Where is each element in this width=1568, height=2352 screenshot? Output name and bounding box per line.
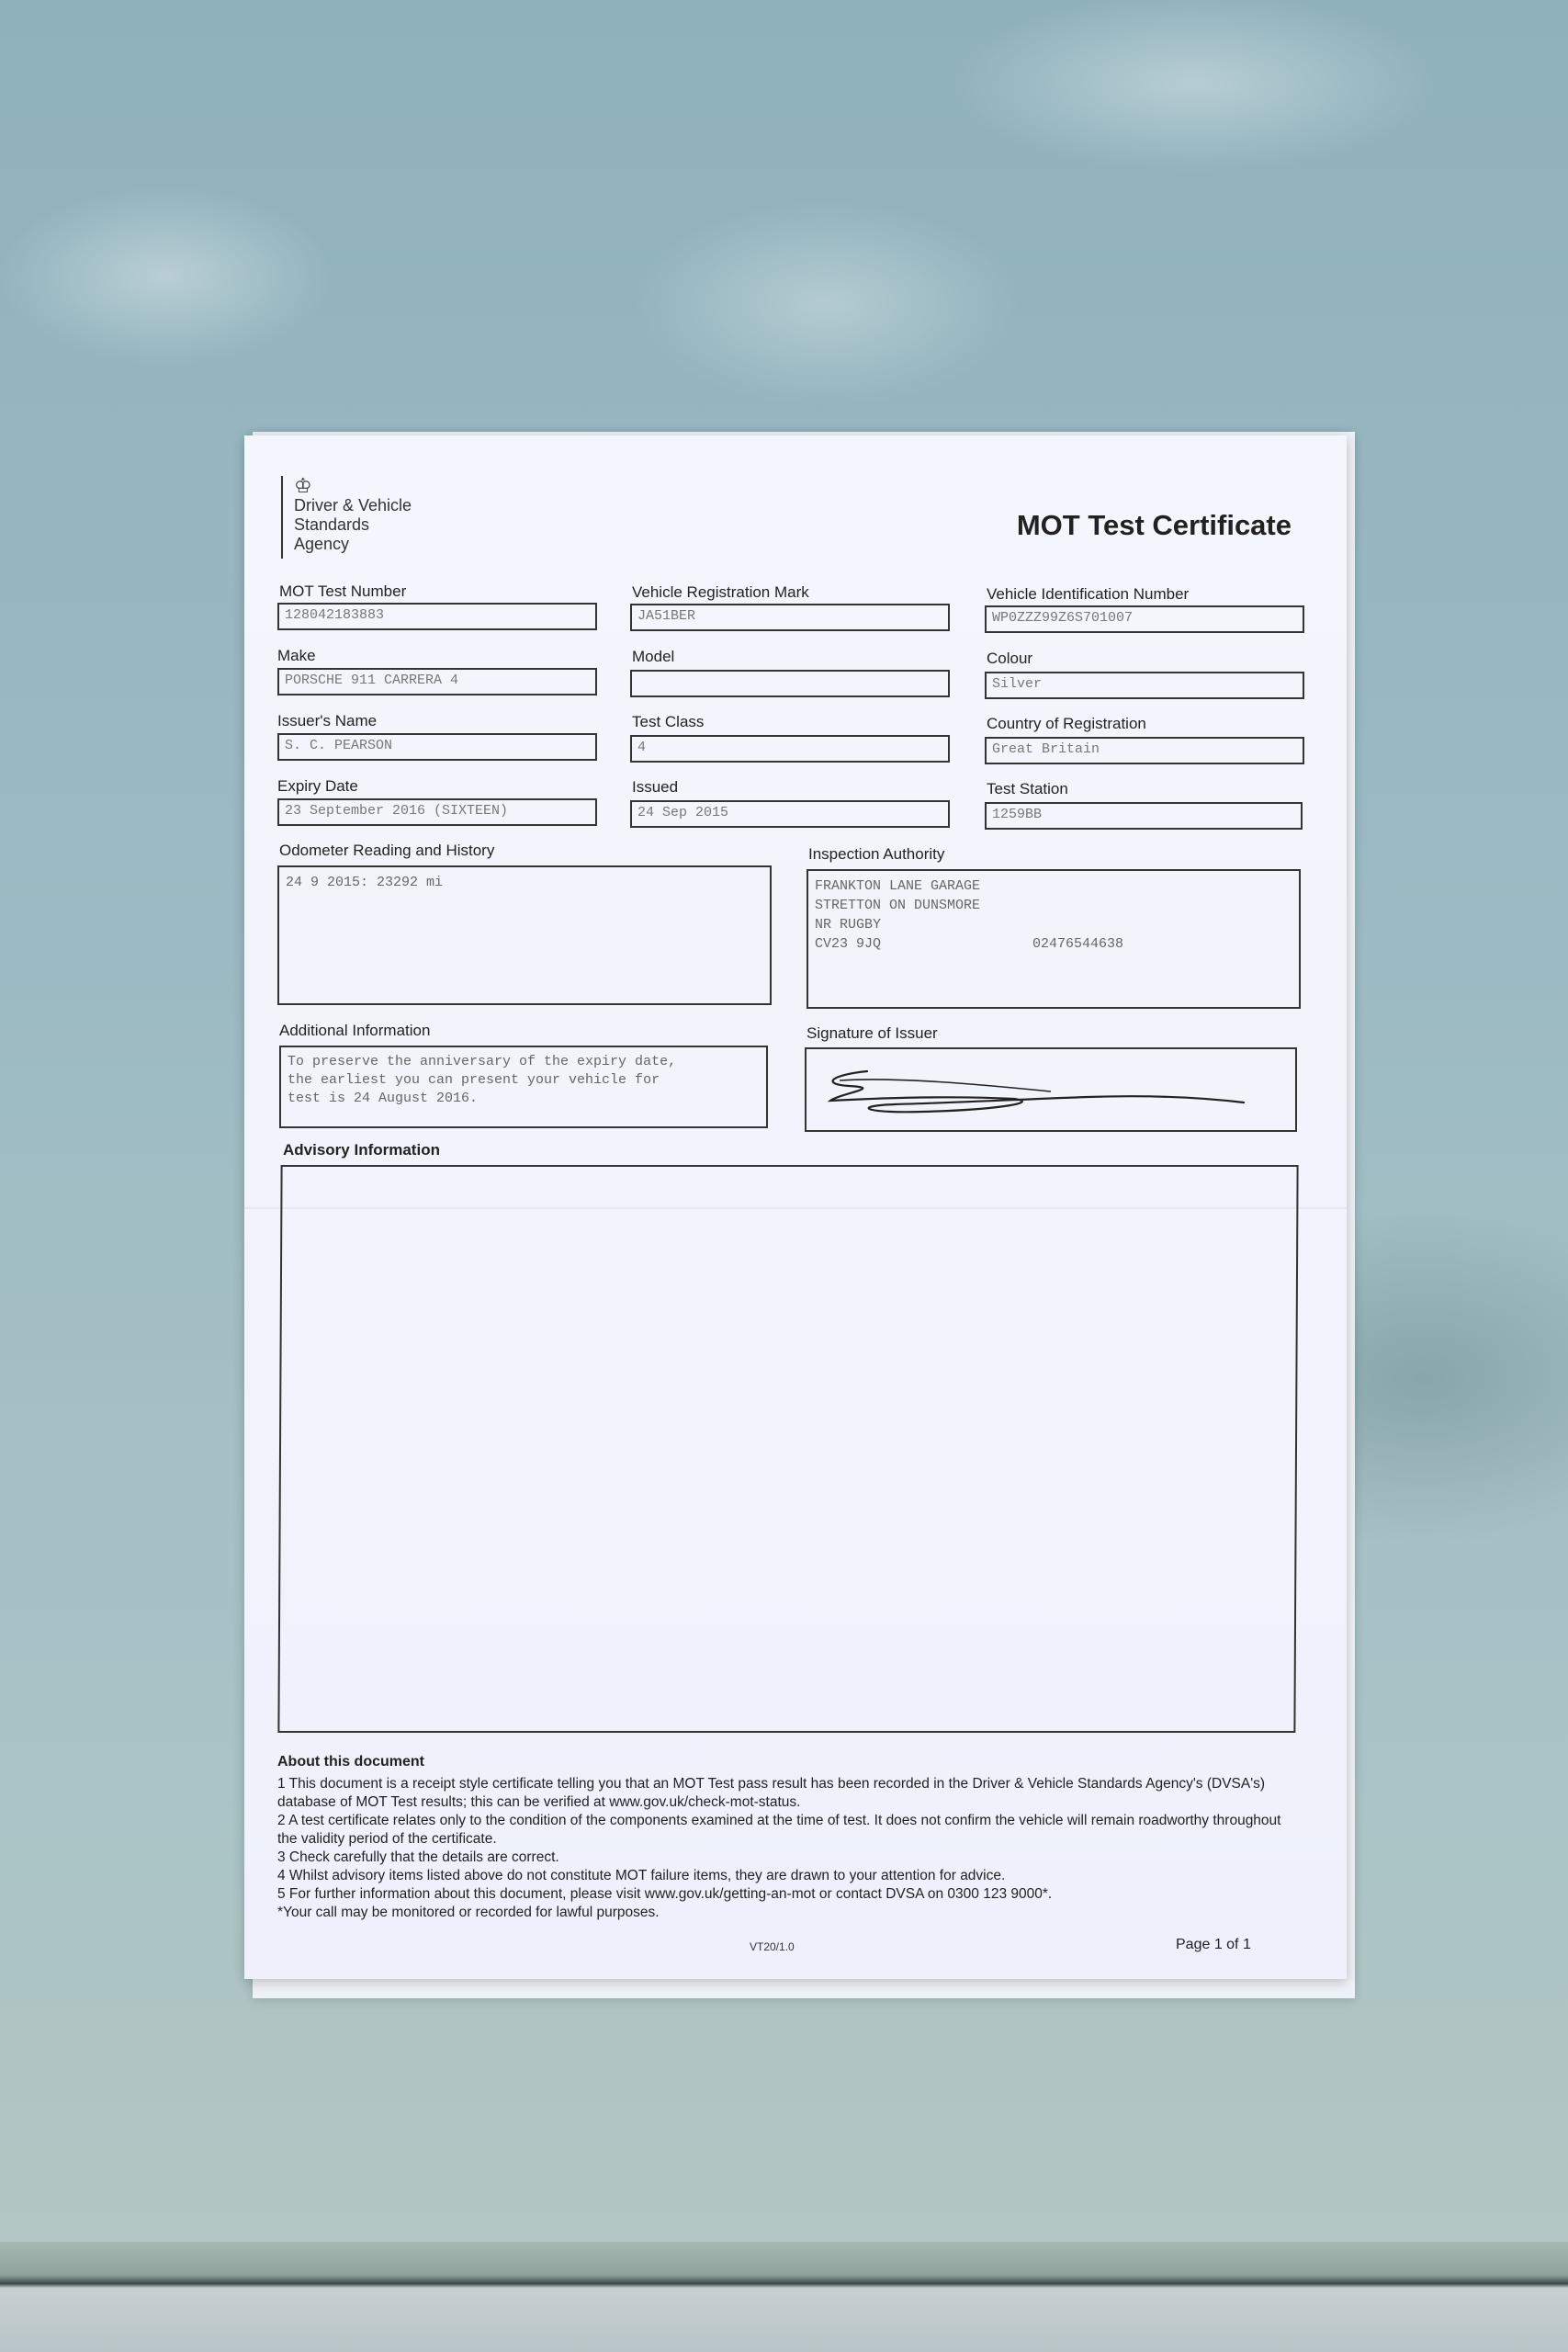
odometer-box bbox=[277, 865, 772, 1005]
mot-test-number-field: 128042183883 bbox=[277, 603, 597, 630]
vin-field: WP0ZZZ99Z6S701007 bbox=[985, 605, 1304, 633]
about-item: 4 Whilst advisory items listed above do not constitute MOT failure items, they are drawn to your attention for advice. bbox=[277, 1868, 1006, 1883]
page-number: Page 1 of 1 bbox=[1176, 1937, 1251, 1952]
car-roof-edge bbox=[0, 2242, 1568, 2352]
colour-label: Colour bbox=[987, 650, 1033, 667]
issuer-name-label: Issuer's Name bbox=[277, 712, 378, 729]
signature-label: Signature of Issuer bbox=[807, 1024, 938, 1042]
additional-info-box: To preserve the anniversary of the expiry date, the earliest you can present your vehicle for test is 24 August 2016. bbox=[279, 1046, 768, 1128]
about-item: *Your call may be monitored or recorded for lawful purposes. bbox=[277, 1905, 660, 1920]
inspection-authority-box: FRANKTON LANE GARAGE STRETTON ON DUNSMORE NR RUGBY CV23 9JQ 02476544638 bbox=[807, 869, 1301, 1009]
odometer-label: Odometer Reading and History bbox=[279, 842, 495, 859]
signature-scribble bbox=[812, 1053, 1290, 1126]
about-item: 1 This document is a receipt style certificate telling you that an MOT Test pass result has been recorded in the Driver & Vehicle Standards Agency's (DVSA's) database of MOT Test results; this can be verified at www.gov.uk/check-mot-status. bbox=[277, 1776, 1266, 1810]
vin-label: Vehicle Identification Number bbox=[987, 585, 1190, 603]
test-station-label: Test Station bbox=[987, 780, 1068, 797]
make-label: Make bbox=[277, 647, 316, 664]
odometer-value: 24 9 2015: 23292 mi bbox=[286, 875, 444, 890]
agency-logo bbox=[281, 476, 441, 559]
country-label: Country of Registration bbox=[987, 715, 1146, 732]
about-title: About this document bbox=[277, 1754, 424, 1770]
expiry-date-field: 23 September 2016 (SIXTEEN) bbox=[277, 798, 597, 826]
form-code: VT20/1.0 bbox=[750, 1940, 795, 1953]
mot-certificate bbox=[244, 435, 1347, 1979]
about-item: 3 Check carefully that the details are correct. bbox=[277, 1849, 559, 1865]
page-title: MOT Test Certificate bbox=[1016, 509, 1292, 541]
country-field: Great Britain bbox=[985, 737, 1304, 764]
agency-name: Driver & Vehicle Standards Agency bbox=[294, 496, 412, 553]
about-item: 5 For further information about this document, please visit www.gov.uk/getting-an-mot or contact DVSA on 0300 123 9000*. bbox=[277, 1886, 1053, 1902]
inspection-authority-phone: 02476544638 bbox=[1032, 936, 1124, 952]
inspection-authority-label: Inspection Authority bbox=[808, 845, 945, 863]
mot-test-number-label: MOT Test Number bbox=[279, 582, 407, 600]
test-station-field: 1259BB bbox=[985, 802, 1303, 830]
issuer-name-field: S. C. PEARSON bbox=[277, 733, 597, 761]
vrm-label: Vehicle Registration Mark bbox=[632, 583, 809, 601]
additional-info-label: Additional Information bbox=[279, 1022, 431, 1039]
test-class-field: 4 bbox=[630, 735, 950, 763]
expiry-date-label: Expiry Date bbox=[277, 777, 358, 795]
issued-field: 24 Sep 2015 bbox=[630, 800, 950, 828]
colour-field: Silver bbox=[985, 672, 1304, 699]
model-field bbox=[630, 670, 950, 697]
royal-crest-icon: ♔ bbox=[294, 474, 312, 497]
issued-label: Issued bbox=[632, 778, 679, 796]
test-class-label: Test Class bbox=[632, 713, 705, 730]
make-field: PORSCHE 911 CARRERA 4 bbox=[277, 668, 597, 695]
model-label: Model bbox=[632, 648, 675, 665]
about-section bbox=[277, 1753, 1297, 1922]
vrm-field: JA51BER bbox=[630, 604, 950, 631]
advisory-label: Advisory Information bbox=[283, 1141, 440, 1159]
about-item: 2 A test certificate relates only to the condition of the components examined at the time of test. It does not confirm the vehicle will remain roadworthy throughout the validity period of the certificate. bbox=[277, 1813, 1281, 1847]
advisory-box bbox=[277, 1165, 1298, 1733]
signature-box bbox=[805, 1047, 1297, 1132]
